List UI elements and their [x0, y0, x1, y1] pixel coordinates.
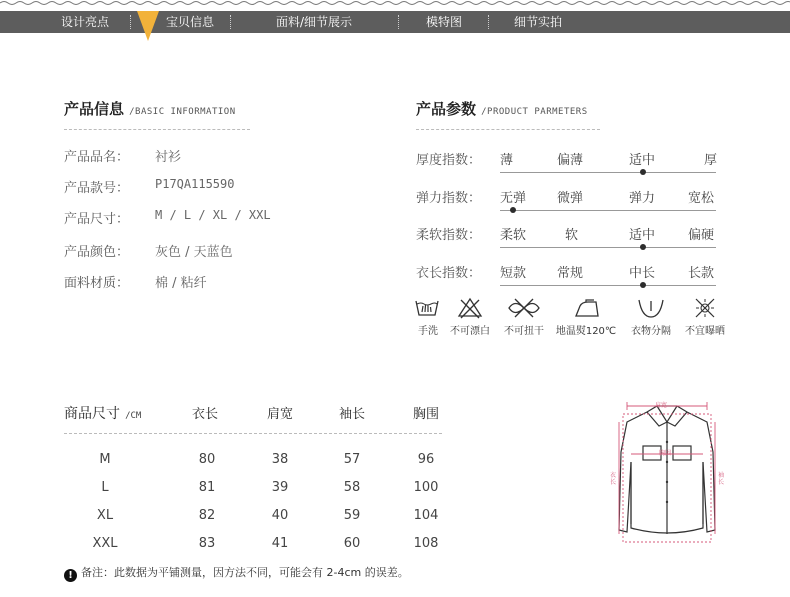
care-label: 衣物分隔 — [631, 326, 671, 337]
note-text: 备注：此数据为平铺测量，因方法不同，可能会有 2-4cm 的误差。 — [81, 566, 409, 579]
index-option: 柔软 — [500, 228, 527, 243]
product-info-heading — [64, 98, 236, 119]
info-value-fabric: 棉 / 粘纤 — [155, 276, 207, 291]
iron-icon — [572, 297, 602, 319]
nav-detail-shots[interactable]: 细节实拍 — [513, 15, 562, 29]
nav-strip — [0, 11, 790, 33]
nav-separator — [230, 15, 231, 29]
sleeve-cell: 59 — [343, 508, 361, 523]
product-params-title: 产品参数 — [416, 100, 477, 118]
no-wring-icon — [505, 297, 543, 319]
length-cell: 80 — [198, 452, 216, 467]
care-label: 不可漂白 — [450, 326, 490, 337]
no-sun-dry-icon — [693, 297, 717, 319]
info-label-color: 产品颜色： — [64, 245, 130, 260]
index-option: 偏硬 — [688, 228, 715, 243]
index-track — [500, 172, 716, 173]
sleeve-cell: 58 — [343, 480, 361, 495]
nav-fabric-details[interactable]: 面料/细节展示 — [275, 15, 353, 29]
col-header-shoulder: 肩宽 — [266, 407, 293, 422]
info-label-fabric: 面料材质： — [64, 276, 130, 291]
length-cell: 83 — [198, 536, 216, 551]
size-table-heading — [64, 403, 141, 423]
index-track — [500, 247, 716, 248]
index-option: 中长 — [629, 266, 656, 281]
hand-wash-icon — [414, 297, 440, 319]
measurement-note — [64, 564, 409, 582]
chest-cell: 96 — [417, 452, 435, 467]
info-value-color: 灰色 / 天蓝色 — [155, 245, 233, 260]
shoulder-cell: 40 — [271, 508, 289, 523]
divider — [64, 129, 250, 130]
decorative-border — [0, 0, 790, 6]
index-option: 短款 — [500, 266, 527, 281]
length-cell: 81 — [198, 480, 216, 495]
index-label: 柔软指数： — [416, 228, 482, 243]
nav-product-info[interactable]: 宝贝信息 — [165, 15, 214, 29]
size-cell: L — [101, 480, 109, 495]
size-cell: M — [99, 452, 111, 467]
index-option: 适中 — [629, 228, 656, 243]
index-option: 适中 — [629, 153, 656, 168]
size-cell: XXL — [92, 536, 118, 551]
index-option: 无弹 — [500, 191, 527, 206]
info-value-style: P17QA115590 — [155, 177, 235, 191]
index-option: 宽松 — [688, 191, 715, 206]
index-option: 软 — [565, 228, 579, 243]
info-label-style: 产品款号： — [64, 181, 130, 196]
active-marker-icon — [137, 11, 159, 43]
col-header-length: 衣长 — [191, 407, 218, 422]
index-option: 弹力 — [629, 191, 656, 206]
index-marker — [510, 207, 516, 213]
size-cell: XL — [96, 508, 114, 523]
size-table-title: 商品尺寸 — [64, 406, 120, 422]
info-value-name: 衬衫 — [155, 150, 182, 165]
info-value-size: M / L / XL / XXL — [155, 208, 271, 222]
sleeve-cell: 57 — [343, 452, 361, 467]
nav-separator — [488, 15, 489, 29]
chest-cell: 100 — [413, 480, 439, 495]
col-header-chest: 胸围 — [412, 407, 439, 422]
index-marker — [640, 244, 646, 250]
index-option: 长款 — [688, 266, 715, 281]
alert-icon: ! — [64, 569, 77, 582]
diagram-label-length: 衣长 — [610, 472, 617, 486]
chest-cell: 108 — [413, 536, 439, 551]
care-label: 不宜曝晒 — [685, 326, 725, 337]
index-option: 常规 — [557, 266, 584, 281]
diagram-label-sleeve: 袖长 — [718, 472, 725, 486]
separate-wash-icon — [637, 297, 665, 319]
care-label: 不可扭干 — [504, 326, 544, 337]
index-label: 厚度指数： — [416, 153, 482, 168]
product-params-heading — [416, 98, 588, 119]
product-info-title: 产品信息 — [64, 100, 125, 118]
size-table-unit: /CM — [125, 411, 142, 421]
no-bleach-icon — [457, 297, 483, 319]
divider — [64, 433, 442, 434]
index-label: 弹力指数： — [416, 191, 482, 206]
shoulder-cell: 38 — [271, 452, 289, 467]
col-header-sleeve: 袖长 — [338, 407, 365, 422]
top-nav — [0, 0, 790, 33]
length-cell: 82 — [198, 508, 216, 523]
care-label: 手洗 — [418, 326, 438, 337]
shoulder-cell: 39 — [271, 480, 289, 495]
index-track — [500, 285, 716, 286]
index-option: 微弹 — [557, 191, 584, 206]
sleeve-cell: 60 — [343, 536, 361, 551]
info-label-name: 产品品名： — [64, 150, 130, 165]
chest-cell: 104 — [413, 508, 439, 523]
info-label-size: 产品尺寸： — [64, 212, 130, 227]
nav-separator — [398, 15, 399, 29]
shoulder-cell: 41 — [271, 536, 289, 551]
divider — [416, 129, 600, 130]
nav-separator — [130, 15, 131, 29]
nav-design-highlights[interactable]: 设计亮点 — [60, 15, 109, 29]
shirt-measurement-diagram — [603, 392, 731, 552]
index-option: 薄 — [500, 153, 514, 168]
index-option: 偏薄 — [557, 153, 584, 168]
diagram-label-chest: 胸围 — [659, 450, 672, 457]
index-marker — [640, 169, 646, 175]
index-label: 衣长指数： — [416, 266, 482, 281]
diagram-label-shoulder: 肩宽 — [655, 402, 668, 409]
nav-model-photos[interactable]: 模特图 — [425, 15, 462, 29]
index-option: 厚 — [704, 153, 718, 168]
product-params-subtitle: /PRODUCT PARMETERS — [481, 107, 588, 117]
product-info-subtitle: /BASIC INFORMATION — [129, 107, 236, 117]
care-label: 地温熨120℃ — [555, 326, 617, 337]
index-track — [500, 210, 716, 211]
index-marker — [640, 282, 646, 288]
